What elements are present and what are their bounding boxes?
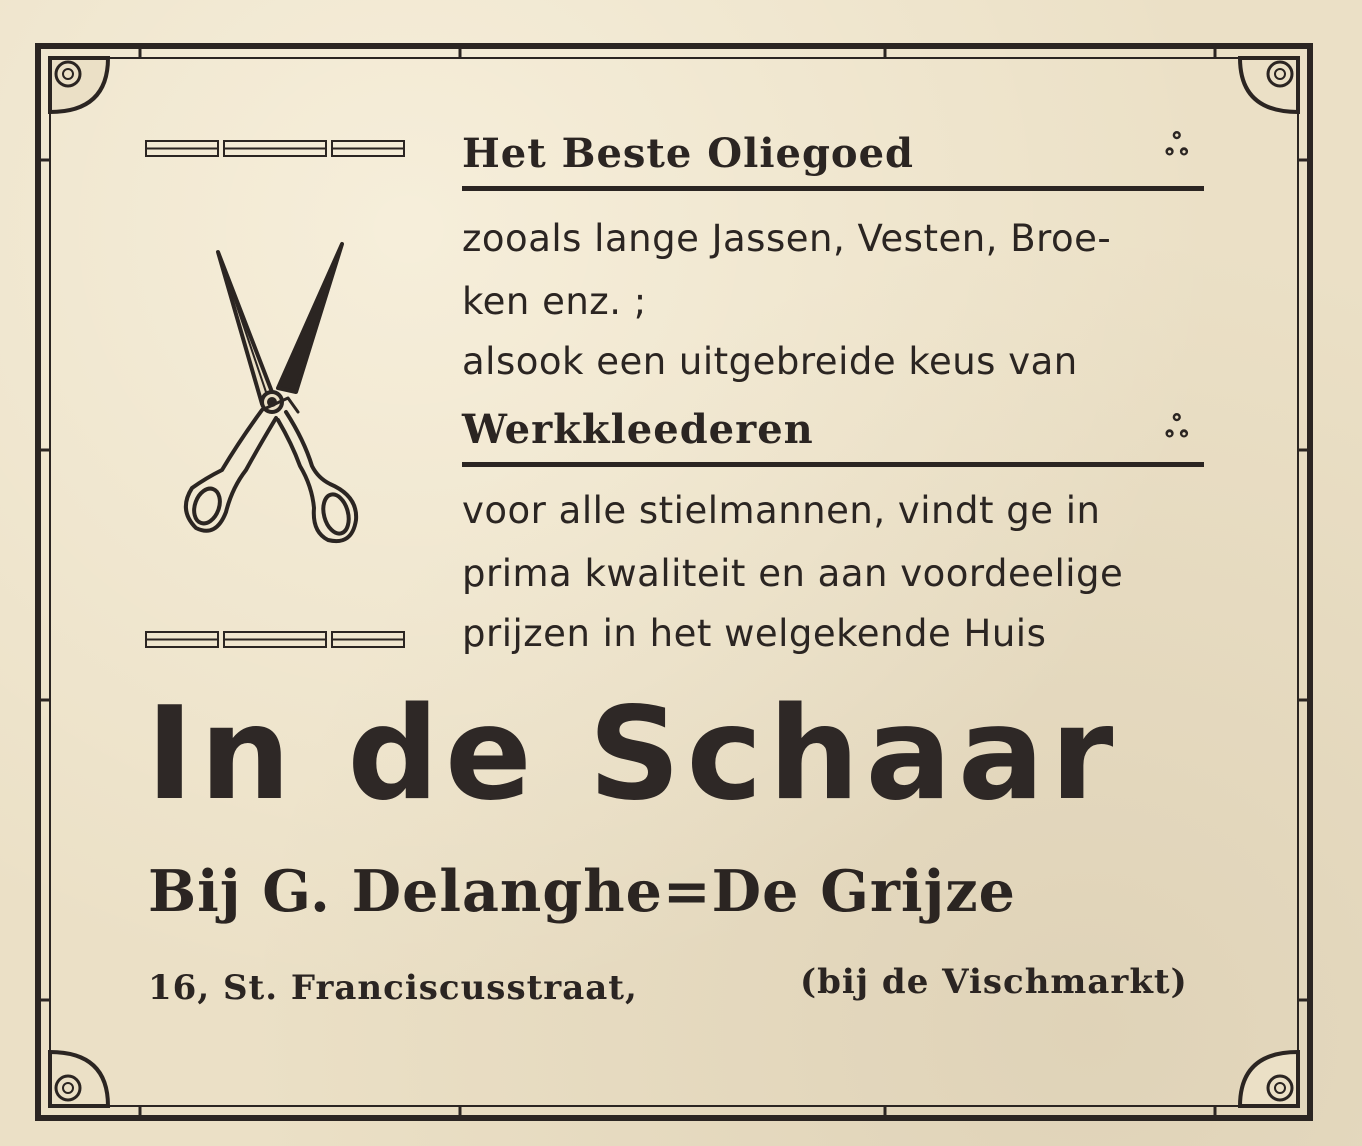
fleuron-icon: ஃ (1165, 410, 1189, 445)
corner-ornament-bottom-left-icon (50, 1052, 108, 1106)
shop-name: In de Schaar (146, 680, 1120, 829)
scissors-icon (186, 244, 356, 541)
corner-ornament-bottom-right-icon (1240, 1052, 1298, 1106)
dash-ornament-top (146, 141, 404, 156)
body-line: prijzen in het welgekende Huis (462, 612, 1047, 655)
corner-ornament-top-left-icon (50, 58, 108, 112)
body-line: zooals lange Jassen, Vesten, Broe- (462, 217, 1112, 260)
address-note: (bij de Vischmarkt) (800, 962, 1188, 1002)
dash-ornament-bottom (146, 632, 404, 647)
proprietor-name: Bij G. Delanghe=De Grijze (148, 858, 1016, 925)
body-line: ken enz. ; (462, 280, 647, 323)
heading-werkkleederen: Werkkleederen (462, 406, 814, 453)
fleuron-icon: ஃ (1165, 128, 1189, 163)
street-address: 16, St. Franciscusstraat, (148, 968, 638, 1008)
heading-oliegoed: Het Beste Oliegoed (462, 130, 915, 177)
corner-ornament-top-right-icon (1240, 58, 1298, 112)
body-line: voor alle stielmannen, vindt ge in (462, 489, 1101, 532)
heading-rule (462, 186, 1204, 191)
body-line: prima kwaliteit en aan voordeelige (462, 552, 1124, 595)
heading-rule (462, 462, 1204, 467)
body-line: alsook een uitgebreide keus van (462, 340, 1078, 383)
